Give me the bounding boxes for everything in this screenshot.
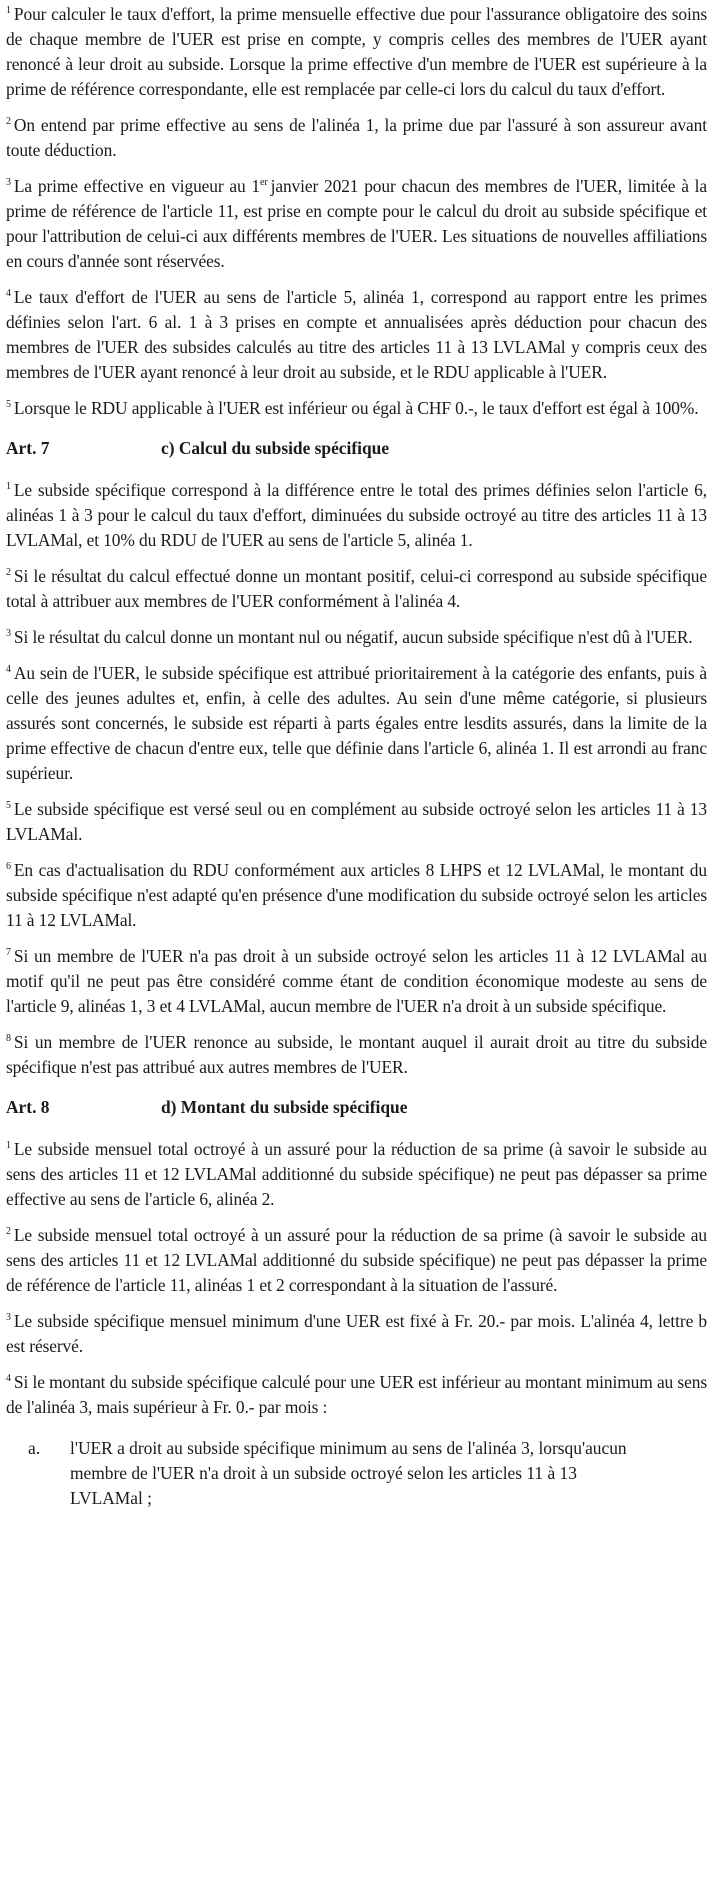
paragraph-number: 2: [6, 1226, 11, 1238]
art7-paragraph-8: [6, 1030, 707, 1080]
art6-paragraph-2: [6, 113, 707, 163]
paragraph-number: 1: [6, 5, 11, 17]
article-number: Art. 8: [6, 1097, 50, 1117]
paragraph-text: Lorsque le RDU applicable à l'UER est inférieur ou égal à CHF 0.-, le taux d'effort est égal à 100%.: [13, 398, 699, 418]
paragraph-number: 6: [6, 861, 11, 873]
paragraph-text: Le taux d'effort de l'UER au sens de l'article 5, alinéa 1, correspond au rapport entre les primes définies selon l'art. 6 al. 1 à 3 prises en compte et annualisées après déduction pour chacun des membres de l'UER des subsides calculés au titre des articles 11 à 13 LVLAMal y compris ceux des membres de l'UER ayant renoncé à leur droit au subside, et le RDU applicable à l'UER.: [6, 287, 707, 382]
paragraph-number: 2: [6, 116, 11, 128]
paragraph-text: Si le résultat du calcul effectué donne un montant positif, celui-ci correspond au subside spécifique total à attribuer aux membres de l'UER conformément à l'alinéa 4.: [6, 566, 707, 611]
paragraph-number: 5: [6, 800, 11, 812]
paragraph-text: Si un membre de l'UER renonce au subside, le montant auquel il aurait droit au titre du subside spécifique n'est pas attribué aux autres membres de l'UER.: [6, 1032, 707, 1077]
paragraph-number: 7: [6, 947, 11, 959]
art7-paragraph-1: [6, 478, 707, 553]
paragraph-number: 3: [6, 628, 11, 640]
art6-paragraph-3: [6, 174, 707, 274]
paragraph-number: 5: [6, 399, 11, 411]
paragraph-number: 2: [6, 567, 11, 579]
list-letter: a.: [28, 1438, 41, 1458]
art6-paragraph-5: [6, 396, 707, 421]
article-title: c) Calcul du subside spécifique: [161, 438, 390, 458]
paragraph-number: 4: [6, 1373, 11, 1385]
paragraph-text: Si un membre de l'UER n'a pas droit à un subside octroyé selon les articles 11 à 12 LVLAMal au motif qu'il ne peut pas être considéré comme étant de condition économique modeste au sens de l'article 9, alinéas 1, 3 et 4 LVLAMal, aucun membre de l'UER n'a droit à un subside spécifique.: [6, 946, 707, 1016]
paragraph-text: Au sein de l'UER, le subside spécifique est attribué prioritairement à la catégorie des enfants, puis à celle des jeunes adultes et, enfin, à celle des adultes. Au sein d'une même catégorie, si plusieurs assurés sont concernés, le subside est réparti à parts égales entre lesdits assurés, dans la limite de la prime effective de chacun d'entre eux, telle que définie dans l'article 6, alinéa 1. Il est arrondi au franc supérieur.: [6, 663, 707, 783]
paragraph-number: 3: [6, 1312, 11, 1324]
art6-paragraph-4: [6, 285, 707, 385]
art7-paragraph-6: [6, 858, 707, 933]
art7-paragraph-3: [6, 625, 707, 650]
paragraph-text-continued: janvier 2021 pour chacun des membres de l'UER, limitée à la prime de référence de l'article 11, est prise en compte pour le calcul du droit au subside spécifique et pour l'attribution de celui-ci aux différents membres de l'UER. Les situations de nouvelles affiliations en cours d'année sont réservées.: [6, 176, 707, 271]
paragraph-text: Le subside mensuel total octroyé à un assuré pour la réduction de sa prime (à savoir le subside au sens des articles 11 et 12 LVLAMal additionné du subside spécifique) ne peut pas dépasser sa prime effective au sens de l'article 6, alinéa 2.: [6, 1139, 707, 1209]
ordinal-superscript: er: [260, 177, 268, 189]
list-item-text: l'UER a droit au subside spécifique minimum au sens de l'alinéa 3, lorsqu'aucun membre de l'UER n'a droit à un subside octroyé selon les articles 11 à 13 LVLAMal ;: [70, 1438, 627, 1508]
art8-paragraph-2: [6, 1223, 707, 1298]
article-number: Art. 7: [6, 438, 50, 458]
article-title: d) Montant du subside spécifique: [161, 1097, 408, 1117]
art8-paragraph-1: [6, 1137, 707, 1212]
paragraph-text: Le subside mensuel total octroyé à un assuré pour la réduction de sa prime (à savoir le subside au sens des articles 11 et 12 LVLAMal additionné du subside spécifique) ne peut pas dépasser la prime de référence de l'article 11, alinéas 1 et 2 correspondant à la situation de l'assuré.: [6, 1225, 707, 1295]
art7-paragraph-5: [6, 797, 707, 847]
paragraph-text: Le subside spécifique correspond à la différence entre le total des primes définies selon l'article 6, alinéas 1 à 3 pour le calcul du taux d'effort, diminuées du subside octroyé au titre des articles 11 à 13 LVLAMal, et 10% du RDU de l'UER au sens de l'article 5, alinéa 1.: [6, 480, 707, 550]
art7-paragraph-2: [6, 564, 707, 614]
art8-paragraph-4: [6, 1370, 707, 1420]
paragraph-number: 4: [6, 664, 11, 676]
paragraph-number: 8: [6, 1033, 11, 1045]
paragraph-text: La prime effective en vigueur au 1: [13, 176, 261, 196]
list-item-a: [6, 1436, 707, 1511]
art7-paragraph-4: [6, 661, 707, 786]
paragraph-text: Si le résultat du calcul donne un montant nul ou négatif, aucun subside spécifique n'est dû à l'UER.: [13, 627, 693, 647]
article-7-heading: [6, 436, 707, 461]
paragraph-text: Si le montant du subside spécifique calculé pour une UER est inférieur au montant minimum au sens de l'alinéa 3, mais supérieur à Fr. 0.- par mois :: [6, 1372, 707, 1417]
paragraph-number: 4: [6, 288, 11, 300]
paragraph-text: Le subside spécifique mensuel minimum d'une UER est fixé à Fr. 20.- par mois. L'alinéa 4, lettre b est réservé.: [6, 1311, 707, 1356]
article-8-heading: [6, 1095, 707, 1120]
art6-paragraph-1: [6, 2, 707, 102]
paragraph-number: 1: [6, 1140, 11, 1152]
art8-paragraph-3: [6, 1309, 707, 1359]
paragraph-text: Le subside spécifique est versé seul ou en complément au subside octroyé selon les articles 11 à 13 LVLAMal.: [6, 799, 707, 844]
paragraph-text: Pour calculer le taux d'effort, la prime mensuelle effective due pour l'assurance obligatoire des soins de chaque membre de l'UER est prise en compte, y compris celles des membres de l'UER ayant renoncé à leur droit au subside. Lorsque la prime effective d'un membre de l'UER est supérieure à la prime de référence correspondante, elle est remplacée par celle-ci lors du calcul du taux d'effort.: [6, 4, 707, 99]
paragraph-number: 3: [6, 177, 11, 189]
paragraph-text: On entend par prime effective au sens de l'alinéa 1, la prime due par l'assuré à son assureur avant toute déduction.: [6, 115, 707, 160]
art7-paragraph-7: [6, 944, 707, 1019]
paragraph-text: En cas d'actualisation du RDU conformément aux articles 8 LHPS et 12 LVLAMal, le montant du subside spécifique n'est adapté qu'en présence d'une modification du subside octroyé selon les articles 11 à 12 LVLAMal.: [6, 860, 707, 930]
paragraph-number: 1: [6, 481, 11, 493]
